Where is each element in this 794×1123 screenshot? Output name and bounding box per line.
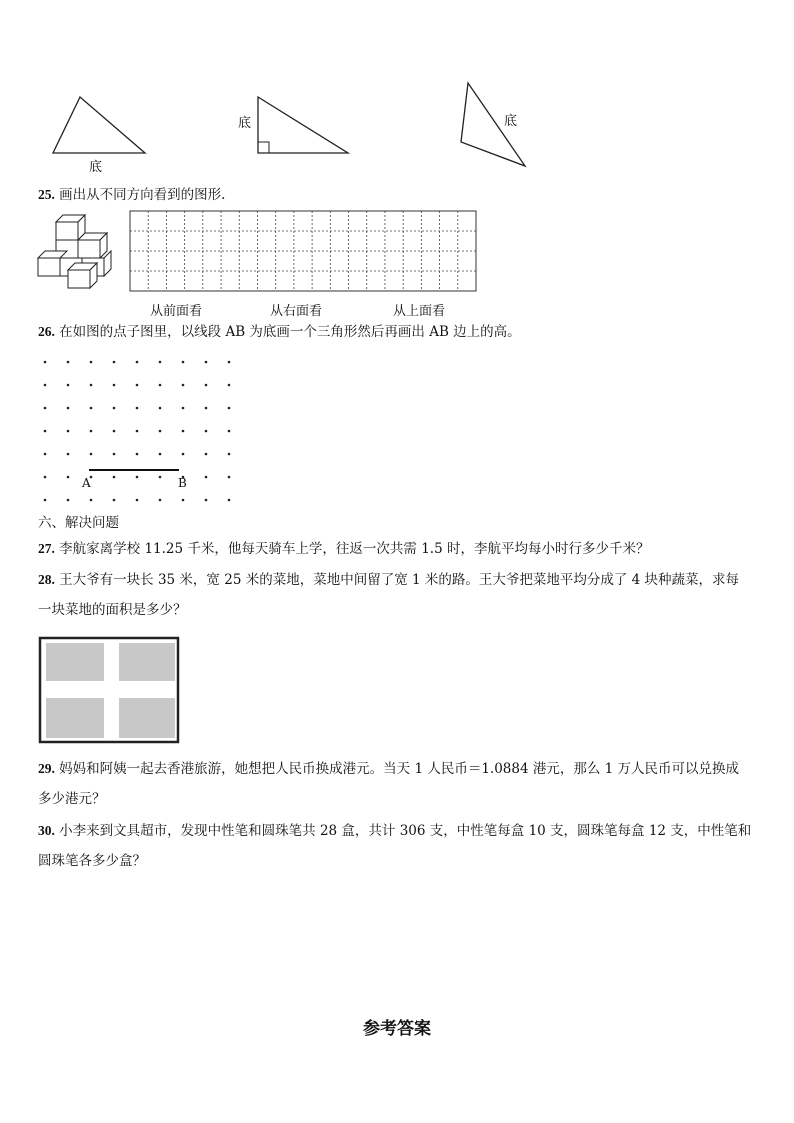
question-text-line-1: 小李来到文具超市，发现中性笔和圆珠笔共 28 盒，共计 306 支，中性笔每盒 10 支，圆珠笔每盒 12 支，中性笔和	[59, 823, 752, 839]
answers-title: 参考答案	[363, 1019, 431, 1039]
question-number: 27.	[38, 541, 55, 556]
question-number: 25.	[38, 187, 55, 202]
view-label-right: 从右面看	[270, 304, 323, 319]
question-number: 30.	[38, 823, 55, 838]
triangle-1-base-label: 底	[89, 160, 103, 175]
question-number: 29.	[38, 761, 55, 776]
question-28-line-2: 一块菜地的面积是多少？	[38, 602, 187, 618]
question-29	[38, 759, 739, 779]
point-b-label: B	[178, 476, 187, 490]
question-text: 李航家离学校 11.25 千米，他每天骑车上学，往返一次共需 1.5 时，李航平均每小时行多少千米？	[59, 541, 650, 557]
question-29-line-2: 多少港元？	[38, 791, 106, 807]
question-number: 28.	[38, 572, 55, 587]
point-a-label: A	[82, 476, 91, 490]
question-30-line-2: 圆珠笔各多少盒？	[38, 853, 146, 869]
view-label-front: 从前面看	[150, 304, 203, 319]
question-text-line-1: 妈妈和阿姨一起去香港旅游，她想把人民币换成港元。当天 1 人民币＝1.0884 港元，那么 1 万人民币可以兑换成	[59, 761, 740, 777]
question-text: 在如图的点子图里，以线段 AB 为底画一个三角形然后再画出 AB 边上的高。	[59, 324, 521, 340]
question-number: 26.	[38, 324, 55, 339]
section-6-title: 六、解决问题	[38, 515, 119, 531]
triangle-2-base-label: 底	[238, 116, 252, 131]
question-30	[38, 821, 751, 841]
question-text: 画出从不同方向看到的图形.	[59, 187, 226, 203]
question-text-line-1: 王大爷有一块长 35 米，宽 25 米的菜地，菜地中间留了宽 1 米的路。王大爷把菜地平均分成了 4 块种蔬菜，求每	[59, 572, 740, 588]
triangle-3-base-label: 底	[504, 114, 518, 129]
view-label-top: 从上面看	[393, 304, 446, 319]
